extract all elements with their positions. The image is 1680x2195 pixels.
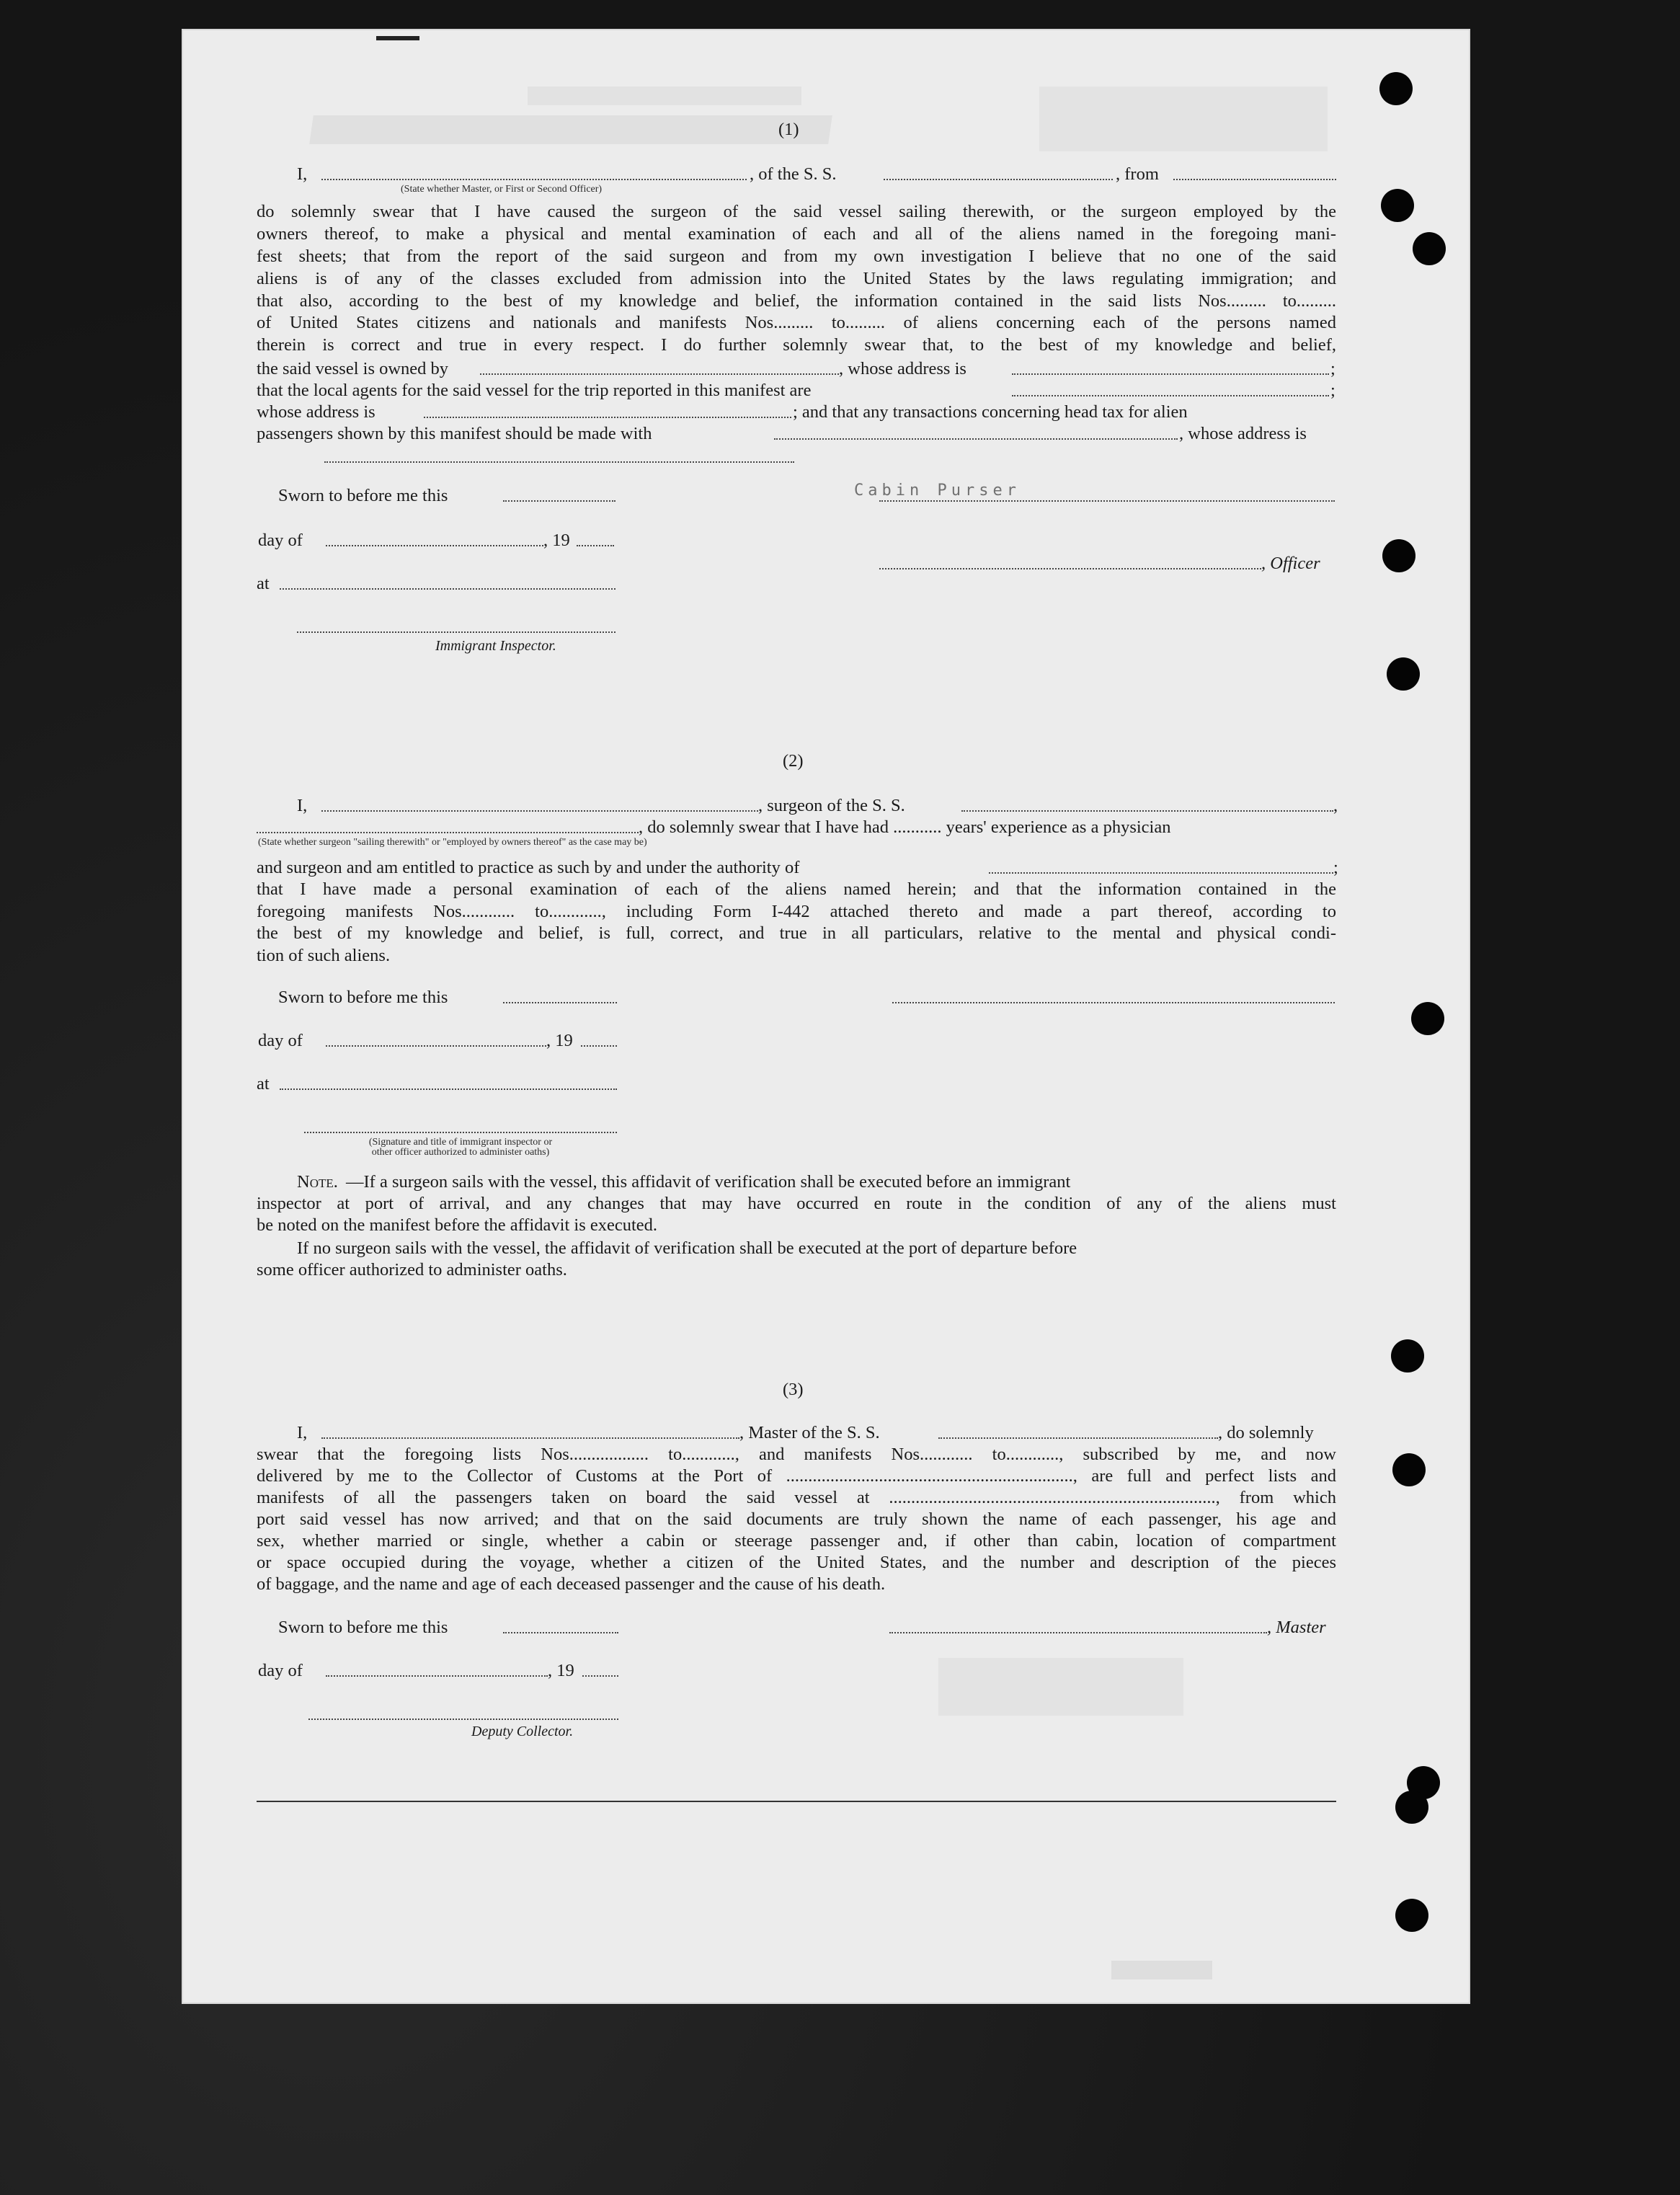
- owner-field[interactable]: [480, 373, 839, 375]
- do-solemnly-label: , do solemnly: [1218, 1423, 1314, 1442]
- bottom-rule: [257, 1801, 1336, 1802]
- owner-address-field[interactable]: [1012, 373, 1329, 375]
- surgeon-of-label: , surgeon of the S. S.: [758, 796, 905, 815]
- signature-note-1: (Signature and title of immigrant inspector or: [368, 1137, 553, 1148]
- section-3-body: [257, 1446, 1336, 1577]
- year-field[interactable]: [577, 545, 614, 546]
- semicolon: ;: [1333, 858, 1338, 877]
- body-last-line: of baggage, and the name and age of each deceased passenger and the cause of his death.: [257, 1574, 886, 1594]
- local-agents-field[interactable]: [1012, 395, 1329, 396]
- bleed-through-mark: [528, 87, 801, 105]
- year-label: , 19: [548, 1661, 574, 1680]
- section-1-i: I,: [297, 164, 308, 184]
- corner-mark: [376, 36, 419, 40]
- from-port-field[interactable]: [1173, 179, 1336, 180]
- no-surgeon-text: If no surgeon sails with the vessel, the affidavit of verification shall be executed at the port of departure before: [297, 1238, 1077, 1258]
- sworn-label: Sworn to before me this: [278, 486, 448, 505]
- note-last-line: be noted on the manifest before the affidavit is executed.: [257, 1215, 658, 1235]
- surgeon-vessel-field[interactable]: [961, 810, 1333, 812]
- sworn-date-field[interactable]: [503, 500, 615, 502]
- whose-address-label-2: whose address is: [257, 402, 375, 422]
- section-2-body: [257, 881, 1336, 947]
- punch-hole: [1391, 1339, 1424, 1373]
- officer-field[interactable]: [879, 568, 1261, 569]
- day-of-field[interactable]: [326, 1675, 548, 1677]
- surgeon-signature-field[interactable]: [892, 1002, 1335, 1003]
- body-line: port said vessel has now arrived; and that on the said documents are truly shown the name of each passenger, his age and: [257, 1509, 1336, 1530]
- day-of-label: day of: [258, 1031, 303, 1050]
- punch-hole: [1382, 539, 1415, 572]
- section-2-number: (2): [783, 751, 804, 771]
- note-line: inspector at port of arrival, and any changes that may have occurred en route in the condition of any of the aliens must: [257, 1194, 1336, 1213]
- agent-address-field[interactable]: [424, 417, 791, 418]
- master-of-label: , Master of the S. S.: [739, 1423, 880, 1442]
- body-line: swear that the foregoing lists Nos.................. to............, and manifests Nos............ to............, subscribed by me, and now: [257, 1445, 1336, 1464]
- comma: ,: [1333, 796, 1338, 815]
- at-label: at: [257, 574, 270, 593]
- day-of-label: day of: [258, 531, 303, 550]
- section-3-number: (3): [783, 1380, 804, 1399]
- body-line: of United States citizens and nationals and manifests Nos......... to......... of aliens concerning each of the persons named: [257, 313, 1336, 333]
- body-line: fest sheets; that from the report of the said surgeon and from my own investigation I believe that no one of the said: [257, 246, 1336, 266]
- master-label: , Master: [1267, 1618, 1326, 1637]
- head-tax-contact-field[interactable]: [774, 438, 1178, 440]
- body-line: or space occupied during the voyage, whether a citizen of the United States, and the number and description of the pieces: [257, 1553, 1336, 1573]
- vessel-name-field[interactable]: [884, 179, 1113, 180]
- officer-rank-field[interactable]: [321, 179, 747, 180]
- body-last-line: tion of such aliens.: [257, 946, 391, 965]
- semicolon: ;: [1330, 359, 1335, 378]
- body-line: foregoing manifests Nos............ to............, including Form I-442 attached thereto and made a part thereof, according to: [257, 901, 1336, 921]
- surgeon-name-field[interactable]: [321, 810, 758, 812]
- master-signature-field[interactable]: [889, 1632, 1267, 1633]
- master-vessel-field[interactable]: [938, 1437, 1218, 1439]
- note-text: —If a surgeon sails with the vessel, this affidavit of verification shall be executed before an immigrant: [346, 1172, 1071, 1192]
- year-label: , 19: [543, 531, 570, 550]
- officer-rank-note: (State whether Master, or First or Second Officer): [401, 184, 603, 195]
- day-of-label: day of: [258, 1661, 303, 1680]
- body-line: aliens is of any of the classes excluded from admission into the United States by the laws regulating immigration; and: [257, 268, 1336, 288]
- body-line: sex, whether married or single, whether a cabin or steerage passenger and, if other than cabin, location of compartment: [257, 1531, 1336, 1551]
- body-line: do solemnly swear that I have caused the surgeon of the said vessel sailing therewith, or the surgeon employed by the: [257, 202, 1336, 221]
- punch-hole: [1387, 657, 1420, 691]
- year-field[interactable]: [582, 1675, 618, 1677]
- of-ss-label: , of the S. S.: [750, 164, 837, 184]
- at-place-field[interactable]: [280, 588, 615, 590]
- inspector-signature-field[interactable]: [297, 631, 615, 633]
- owned-by-label: the said vessel is owned by: [257, 359, 449, 378]
- section-2-i: I,: [297, 796, 308, 815]
- head-tax-address-field[interactable]: [324, 461, 794, 463]
- year-field[interactable]: [581, 1045, 617, 1047]
- no-surgeon-last: some officer authorized to administer oaths.: [257, 1260, 567, 1280]
- punch-hole: [1395, 1791, 1428, 1824]
- handwritten-cabin-purser: Cabin Purser: [854, 482, 1021, 500]
- sworn-date-field[interactable]: [503, 1632, 618, 1633]
- section-1-body: [257, 203, 1336, 359]
- signature-note-2: other officer authorized to administer oaths): [371, 1147, 550, 1158]
- bleed-through-mark: [938, 1658, 1183, 1716]
- deputy-label: Deputy Collector.: [471, 1724, 574, 1739]
- surgeon-status-field[interactable]: [257, 832, 639, 833]
- body-line: owners thereof, to make a physical and mental examination of each and all of the aliens named in the foregoing mani-: [257, 223, 1336, 244]
- section-1-number: (1): [778, 120, 799, 139]
- body-line: therein is correct and true in every respect. I do further solemnly swear that, to the best of my knowledge and belief,: [257, 335, 1336, 355]
- sworn-label: Sworn to before me this: [278, 1618, 448, 1637]
- passengers-shown-text: passengers shown by this manifest should be made with: [257, 424, 652, 443]
- officer-label: , Officer: [1261, 554, 1320, 573]
- year-label: , 19: [546, 1031, 573, 1050]
- day-of-field[interactable]: [326, 1045, 546, 1047]
- master-name-field[interactable]: [321, 1437, 739, 1439]
- body-line: the best of my knowledge and belief, is full, correct, and true in all particulars, relative to the mental and physical condi-: [257, 923, 1336, 943]
- deputy-signature-field[interactable]: [308, 1719, 618, 1720]
- punch-hole: [1392, 1453, 1426, 1486]
- authority-text: and surgeon and am entitled to practice as such by and under the authority of: [257, 858, 800, 877]
- swear-text: , do solemnly swear that I have had ........... years' experience as a physician: [639, 817, 1171, 837]
- sworn-label: Sworn to before me this: [278, 988, 448, 1007]
- body-line: that I have made a personal examination of each of the aliens named herein; and that the information contained in the: [257, 879, 1336, 899]
- day-of-field[interactable]: [326, 545, 543, 546]
- at-label: at: [257, 1074, 270, 1094]
- officer-signature-field[interactable]: [879, 500, 1335, 502]
- semicolon: ;: [1330, 381, 1335, 400]
- punch-hole: [1411, 1002, 1444, 1035]
- head-tax-text: ; and that any transactions concerning head tax for alien: [793, 402, 1188, 422]
- punch-hole: [1379, 72, 1413, 105]
- bleed-through-mark: [1039, 87, 1328, 151]
- sworn-date-field[interactable]: [503, 1002, 617, 1003]
- body-line: that also, according to the best of my knowledge and belief, the information contained in the said lists Nos......... to.........: [257, 291, 1336, 311]
- inspector-signature-field[interactable]: [304, 1132, 617, 1133]
- whose-address-label-3: , whose address is: [1179, 424, 1307, 443]
- body-line: manifests of all the passengers taken on board the said vessel at .........................................................................., from which: [257, 1488, 1336, 1508]
- inspector-label: Immigrant Inspector.: [435, 638, 556, 654]
- bleed-through-mark: [309, 115, 832, 144]
- note-label: Note.: [297, 1172, 338, 1192]
- authority-field[interactable]: [989, 872, 1333, 874]
- punch-hole: [1413, 232, 1446, 265]
- local-agents-label: that the local agents for the said vessel for the trip reported in this manifest are: [257, 381, 812, 400]
- section-3-i: I,: [297, 1423, 308, 1442]
- whose-address-label: , whose address is: [839, 359, 966, 378]
- punch-hole: [1395, 1899, 1428, 1932]
- bleed-through-mark: [1111, 1961, 1212, 1979]
- surgeon-status-note: (State whether surgeon "sailing therewith" or "employed by owners thereof" as the case may be): [258, 837, 647, 848]
- body-line: delivered by me to the Collector of Customs at the Port of ................................................................., are full and perfect lists and: [257, 1466, 1336, 1486]
- from-label: , from: [1116, 164, 1159, 184]
- punch-hole: [1381, 189, 1414, 222]
- at-place-field[interactable]: [280, 1088, 617, 1090]
